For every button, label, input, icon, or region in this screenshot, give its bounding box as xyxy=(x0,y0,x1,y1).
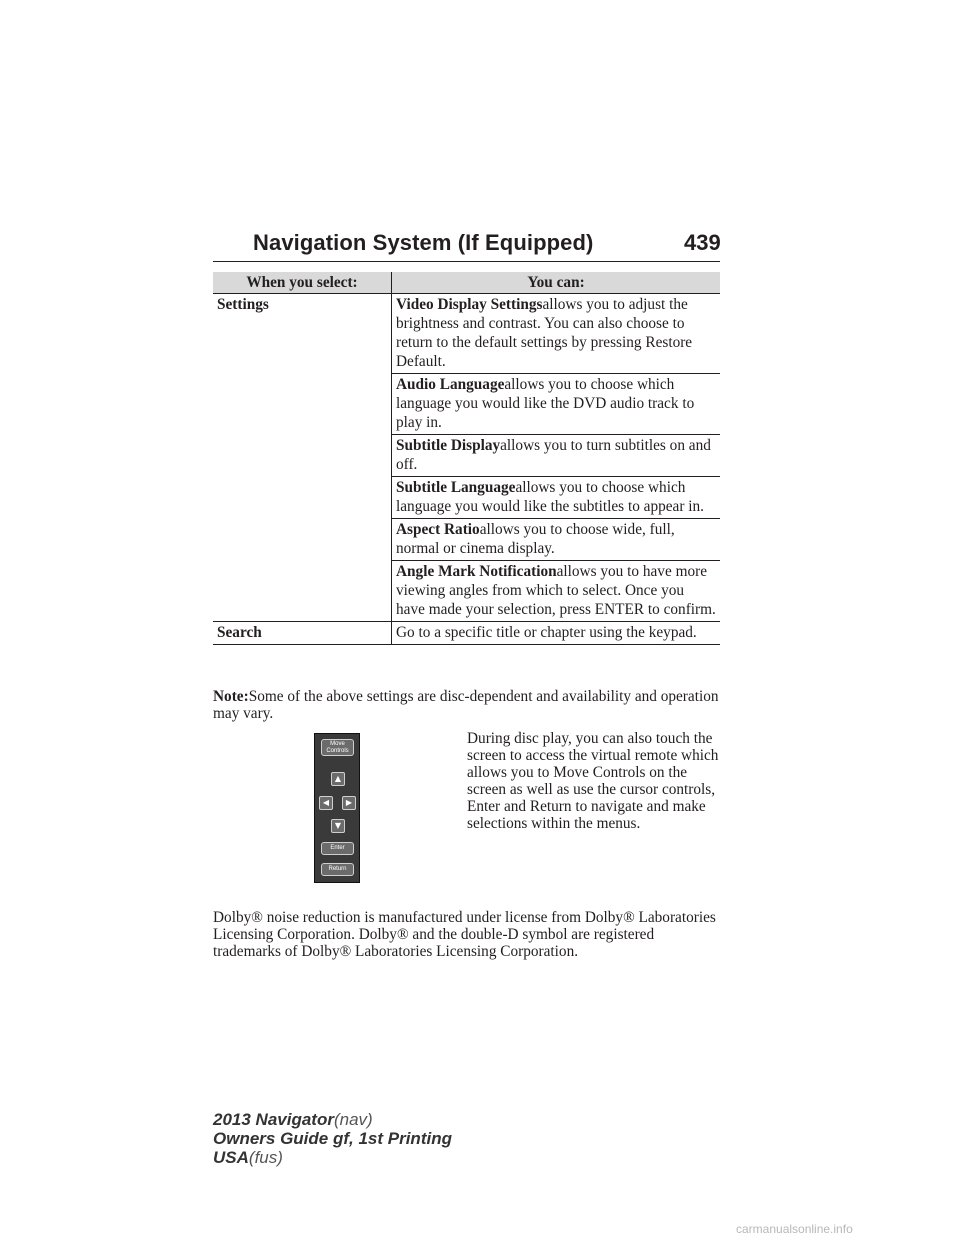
header-rule xyxy=(213,261,720,262)
action-cell: Audio Languageallows you to choose which language you would like the DVD audio track to play in. xyxy=(392,374,721,435)
dolby-paragraph: Dolby® noise reduction is manufactured under license from Dolby® Laboratories Licensing Corporation. Dolby® and the double-D symbol are registered trademarks of Dolby® Laboratories Licensing Corporation. xyxy=(213,909,716,960)
virtual-remote-paragraph: During disc play, you can also touch the screen to access the virtual remote which allows you to Move Controls on the screen as well as use the cursor controls, Enter and Return to navigate and make selections within the menus. xyxy=(467,730,719,832)
action-cell: Video Display Settingsallows you to adjust the brightness and contrast. You can also choose to return to the default settings by pressing Restore Default. xyxy=(392,294,721,374)
footer: 2013 Navigator(nav) Owners Guide gf, 1st Printing USA(fus) xyxy=(213,1110,452,1167)
page-number: 439 xyxy=(684,230,721,255)
table-row xyxy=(213,294,720,374)
note-paragraph: Note:Some of the above settings are disc-dependent and availability and operation may vary. xyxy=(213,688,719,722)
return-button: Return xyxy=(321,863,354,876)
down-arrow-icon: ▼ xyxy=(331,819,345,833)
virtual-remote-illustration xyxy=(314,733,360,883)
left-arrow-icon: ◀ xyxy=(319,796,333,810)
note-label: Note: xyxy=(213,688,249,705)
select-cell: Settings xyxy=(213,294,392,622)
action-cell: Go to a specific title or chapter using the keypad. xyxy=(392,622,721,645)
column-header-select: When you select: xyxy=(213,272,392,294)
right-arrow-icon: ▶ xyxy=(342,796,356,810)
settings-table xyxy=(213,272,720,645)
action-cell: Aspect Ratioallows you to choose wide, full, normal or cinema display. xyxy=(392,519,721,561)
move-controls-button: Move Controls xyxy=(321,739,354,756)
column-header-action: You can: xyxy=(392,272,721,294)
page-title: Navigation System (If Equipped) xyxy=(253,230,594,255)
select-cell: Search xyxy=(213,622,392,645)
action-cell: Subtitle Languageallows you to choose which language you would like the subtitles to appear in. xyxy=(392,477,721,519)
enter-button: Enter xyxy=(321,842,354,855)
up-arrow-icon: ▲ xyxy=(331,772,345,786)
action-cell: Subtitle Displayallows you to turn subtitles on and off. xyxy=(392,435,721,477)
table-row xyxy=(213,622,720,645)
watermark: carmanualsonline.info xyxy=(736,1222,853,1236)
action-cell: Angle Mark Notificationallows you to have more viewing angles from which to select. Once you have made your selection, press ENTER to confirm. xyxy=(392,561,721,622)
